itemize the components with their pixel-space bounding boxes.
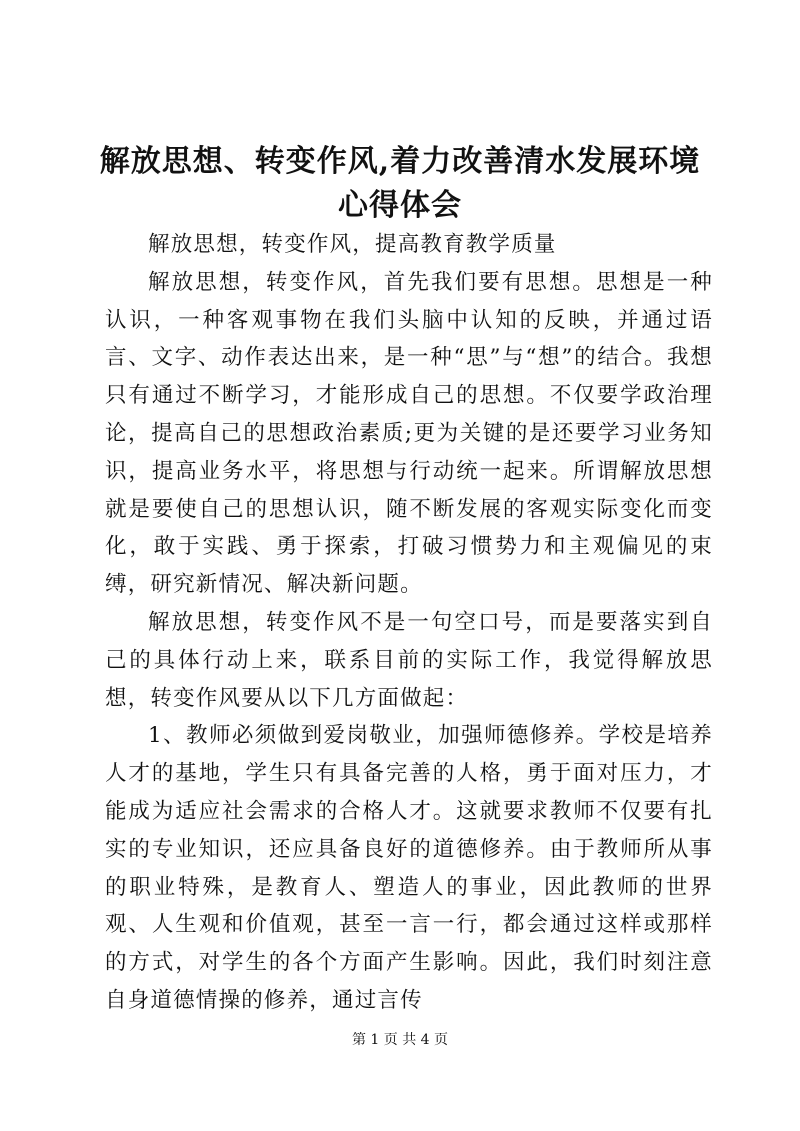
page-footer: 第 1 页 共 4 页 [351, 1032, 449, 1048]
paragraph-subtitle: 解放思想，转变作风，提高教育教学质量 [148, 232, 557, 257]
paragraph: 1、教师必须做到爱岗敬业，加强师德修养。学校是培养人才的基地，学生只有具备完善的人格，勇于面对压力，才能成为适应社会需求的合格人才。这就要求教师不仅要有扎实的专业知识，还应具备良好的道德修养。由于教师所从事的职业特殊，是教育人、塑造人的事业，因此教师的世界观、人生观和价值观，甚至一言一行，都会通过这样或那样的方式，对学生的各个方面产生影响。因此，我们时刻注意自身道德情操的修养，通过言传 [105, 723, 713, 1013]
paragraph: 解放思想，转变作风，首先我们要有思想。思想是一种认识，一种客观事物在我们头脑中认知的反映，并通过语言、文字、动作表达出来，是一种“思”与“想”的结合。我想只有通过不断学习，才能形成自己的思想。不仅要学政治理论，提高自己的思想政治素质;更为关键的是还要学习业务知识，提高业务水平，将思想与行动统一起来。所谓解放思想就是要使自己的思想认识，随不断发展的客观实际变化而变化，敢于实践、勇于探索，打破习惯势力和主观偏见的束缚，研究新情况、解决新问题。 [105, 269, 713, 598]
title-line-2: 心得体会 [338, 188, 462, 223]
paragraph: 解放思想，转变作风不是一句空口号，而是要落实到自己的具体行动上来，联系目前的实际工作，我觉得解放思想，转变作风要从以下几方面做起： [105, 609, 713, 711]
document-title [90, 140, 710, 228]
document-body [105, 226, 713, 1020]
title-line-1: 解放思想、转变作风,着力改善清水发展环境 [99, 144, 701, 179]
